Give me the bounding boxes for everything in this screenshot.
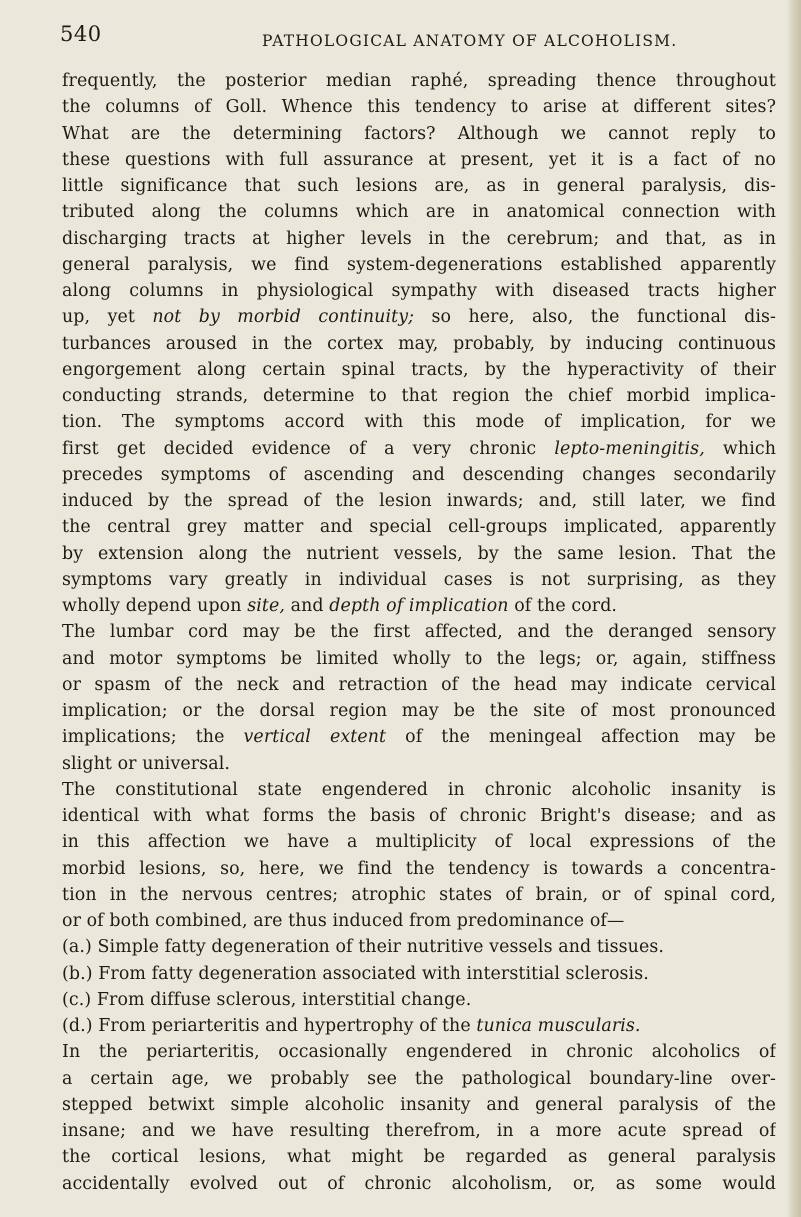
list-item: (b.) From fatty degeneration associated with interstitial sclerosis.	[62, 963, 649, 984]
list-item: (c.) From diffuse sclerous, interstitial change.	[62, 989, 472, 1010]
text-line: general paralysis, we find system-degenerations established apparently	[62, 254, 776, 275]
text-line: symptoms vary greatly in individual cases is not surprising, as they	[62, 569, 776, 590]
text-line: stepped betwixt simple alcoholic insanity and general paralysis of the	[62, 1094, 776, 1115]
text-segment: up, yet	[62, 307, 153, 328]
italic-text: tunica muscularis.	[476, 1016, 641, 1036]
text-segment: first get decided evidence of a very chronic	[62, 438, 555, 459]
text-segment: and	[284, 596, 330, 616]
text-segment: implications; the	[62, 727, 244, 748]
text-line: morbid lesions, so, here, we find the tendency is towards a concentra-	[62, 858, 776, 879]
text-line: the cortical lesions, what might be regarded as general paralysis	[62, 1147, 776, 1168]
text-segment: of the meningeal affection may be	[386, 727, 776, 748]
text-line: tion in the nervous centres; atrophic states of brain, or of spinal cord,	[62, 884, 776, 905]
text-line: conducting strands, determine to that region the chief morbid implica-	[62, 386, 776, 406]
text-line: by extension along the nutrient vessels, by the same lesion. That the	[62, 543, 776, 564]
text-line: tributed along the columns which are in anatomical connection with	[62, 202, 776, 223]
text-line: engorgement along certain spinal tracts, by the hyperactivity of their	[62, 359, 776, 380]
text-line: The constitutional state engendered in chronic alcoholic insanity is	[62, 779, 776, 800]
text-line	[62, 304, 776, 330]
italic-text: vertical extent	[243, 727, 387, 748]
text-line: slight or universal.	[62, 753, 230, 774]
text-line: and motor symptoms be limited wholly to the legs; or, again, stiffness	[62, 648, 776, 669]
text-line: tion. The symptoms accord with this mode of implication, for we	[62, 412, 776, 433]
page-binding-edge	[787, 0, 801, 1217]
text-line: little significance that such lesions are, as in general paralysis, dis-	[62, 176, 776, 196]
text-line: induced by the spread of the lesion inwards; and, still later, we find	[62, 491, 776, 511]
text-line: accidentally evolved out of chronic alcoholism, or, as some would	[62, 1173, 776, 1194]
text-line: implication; or the dorsal region may be the site of most pronounced	[62, 701, 776, 721]
list-item: (a.) Simple fatty degeneration of their nutritive vessels and tissues.	[62, 937, 665, 958]
text-line: precedes symptoms of ascending and descending changes secondarily	[62, 464, 776, 485]
running-head: PATHOLOGICAL ANATOMY OF ALCOHOLISM.	[262, 32, 678, 50]
italic-text: site,	[247, 596, 285, 616]
italic-text: not by morbid continuity;	[152, 307, 415, 328]
body-text	[62, 68, 776, 1197]
text-line: along columns in physiological sympathy with diseased tracts higher	[62, 281, 776, 301]
page-number: 540	[60, 22, 102, 46]
text-line	[62, 593, 776, 619]
list-item	[62, 1013, 776, 1039]
text-line: the central grey matter and special cell-groups implicated, apparently	[62, 517, 776, 538]
text-segment: so here, also, the functional dis-	[414, 307, 776, 328]
text-line	[62, 436, 776, 462]
text-line	[62, 724, 776, 750]
text-segment: which	[704, 438, 776, 459]
text-segment: of the cord.	[508, 596, 618, 616]
text-line: frequently, the posterior median raphé, spreading thence throughout	[62, 71, 776, 91]
text-line: or spasm of the neck and retraction of the head may indicate cervical	[62, 674, 776, 695]
text-line: the columns of Goll. Whence this tendency to arise at different sites?	[62, 97, 776, 118]
text-line: these questions with full assurance at present, yet it is a fact of no	[62, 149, 776, 170]
text-line: a certain age, we probably see the pathological boundary-line over-	[62, 1068, 776, 1089]
text-line: The lumbar cord may be the first affected, and the deranged sensory	[62, 622, 776, 643]
text-line: What are the determining factors? Although we cannot reply to	[62, 123, 776, 144]
text-line: identical with what forms the basis of chronic Bright's disease; and as	[62, 806, 776, 826]
text-segment: (d.) From periarteritis and hypertrophy of the	[62, 1016, 477, 1036]
text-line: turbances aroused in the cortex may, probably, by inducing continuous	[62, 333, 776, 354]
text-line: In the periarteritis, occasionally engendered in chronic alcoholics of	[62, 1042, 776, 1063]
text-line: or of both combined, are thus induced from predominance of—	[62, 911, 625, 931]
text-line: insane; and we have resulting therefrom, in a more acute spread of	[62, 1121, 776, 1141]
page-header	[0, 22, 801, 62]
italic-text: depth of implication	[329, 596, 509, 616]
text-line: in this affection we have a multiplicity of local expressions of the	[62, 832, 776, 853]
text-segment: wholly depend upon	[62, 596, 248, 616]
text-line: discharging tracts at higher levels in the cerebrum; and that, as in	[62, 228, 776, 249]
italic-text: lepto-meningitis,	[554, 438, 705, 459]
